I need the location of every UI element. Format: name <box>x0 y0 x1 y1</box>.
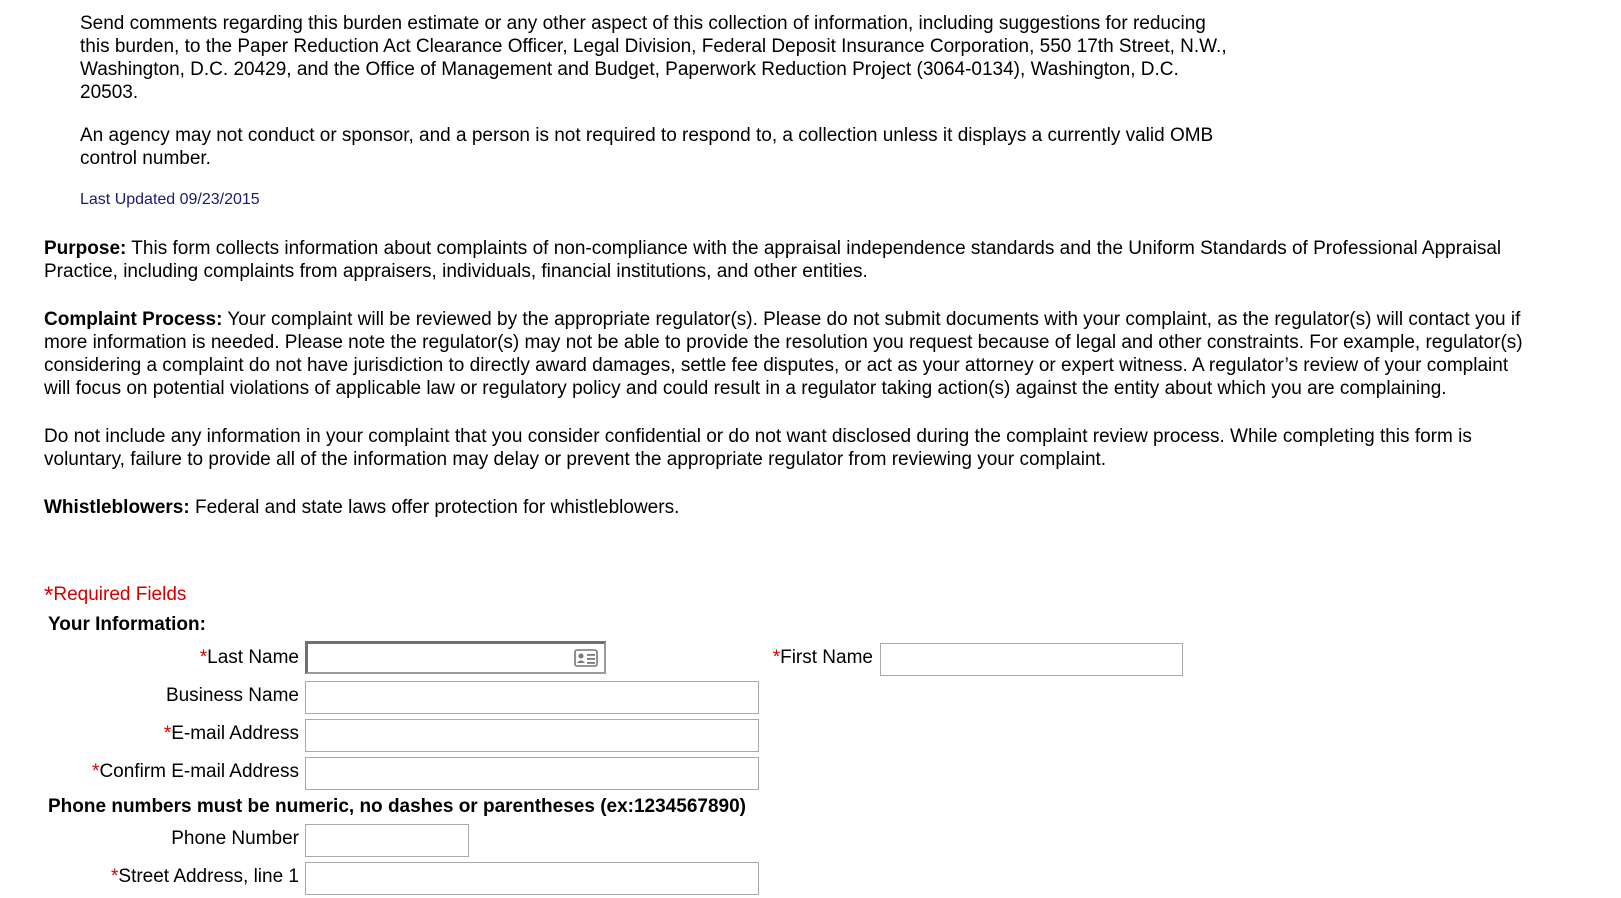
first-name-label: *First Name <box>772 647 873 668</box>
last-name-input[interactable] <box>305 641 606 674</box>
contact-card-icon[interactable] <box>574 649 598 667</box>
street-address-1-input[interactable] <box>305 862 759 895</box>
phone-format-note: Phone numbers must be numeric, no dashes or parentheses (ex:1234567890) <box>48 796 746 817</box>
purpose-section <box>44 237 1524 283</box>
business-name-label: Business Name <box>165 685 299 706</box>
instructions <box>44 237 1524 544</box>
last-name-label: *Last Name <box>199 647 299 668</box>
process-section <box>44 308 1524 400</box>
confidential-note: Do not include any information in your complaint that you consider confidential or do not want disclosed during the complaint review process. While completing this form is voluntary, failure to provide all of the information may delay or prevent the appropriate regulator from reviewing your complaint. <box>44 426 1472 470</box>
email-input[interactable] <box>305 719 759 752</box>
process-text: Your complaint will be reviewed by the appropriate regulator(s). Please do not submit documents with your complaint, as the regulator(s) will contact you if more information is needed. Please note the regulator(s) may not be able to provide the resolution you request because of legal and other constraints. For example, regulator(s) considering a complaint do not have jurisdiction to directly award damages, settle fee disputes, or act as your attorney or expert witness. A regulator’s review of your complaint will focus on potential violations of applicable law or regulatory policy and could result in a regulator taking action(s) against the entity about which you are complaining. <box>44 309 1523 399</box>
whistleblower-heading: Whistleblowers: <box>44 497 190 518</box>
burden-notice <box>80 12 1230 211</box>
whistleblower-text: Federal and state laws offer protection for whistleblowers. <box>189 497 680 518</box>
required-star: * <box>44 582 54 609</box>
your-information-heading: Your Information: <box>48 614 206 635</box>
email-label: *E-mail Address <box>163 723 299 744</box>
required-fields-label: Required Fields <box>53 584 187 605</box>
purpose-text: This form collects information about complaints of non-compliance with the appraisal independence standards and the Uniform Standards of Professional Appraisal Practice, including complaints from appraisers, individuals, financial institutions, and other entities. <box>44 238 1502 282</box>
burden-paragraph: Send comments regarding this burden estimate or any other aspect of this collection of information, including suggestions for reducing this burden, to the Paper Reduction Act Clearance Officer, Legal Division, Federal Deposit Insurance Corporation, 550 17th Street, N.W., Washington, D.C. 20429, and the Office of Management and Budget, Paperwork Reduction Project (3064-0134), Washington, D.C. 20503. <box>80 13 1227 103</box>
whistleblower-section <box>44 496 1524 519</box>
required-fields-note <box>44 582 186 610</box>
omb-paragraph: An agency may not conduct or sponsor, and a person is not required to respond to, a collection unless it displays a currently valid OMB control number. <box>80 125 1214 169</box>
confirm-email-label: *Confirm E-mail Address <box>92 761 299 782</box>
purpose-heading: Purpose: <box>44 238 127 259</box>
business-name-input[interactable] <box>305 681 759 714</box>
confirm-email-input[interactable] <box>305 757 759 790</box>
phone-label: Phone Number <box>171 828 299 849</box>
phone-input[interactable] <box>305 824 469 857</box>
street-address-1-label: *Street Address, line 1 <box>110 866 299 887</box>
first-name-input[interactable] <box>880 643 1183 676</box>
process-heading: Complaint Process: <box>44 309 223 330</box>
last-updated: Last Updated 09/23/2015 <box>80 191 260 208</box>
